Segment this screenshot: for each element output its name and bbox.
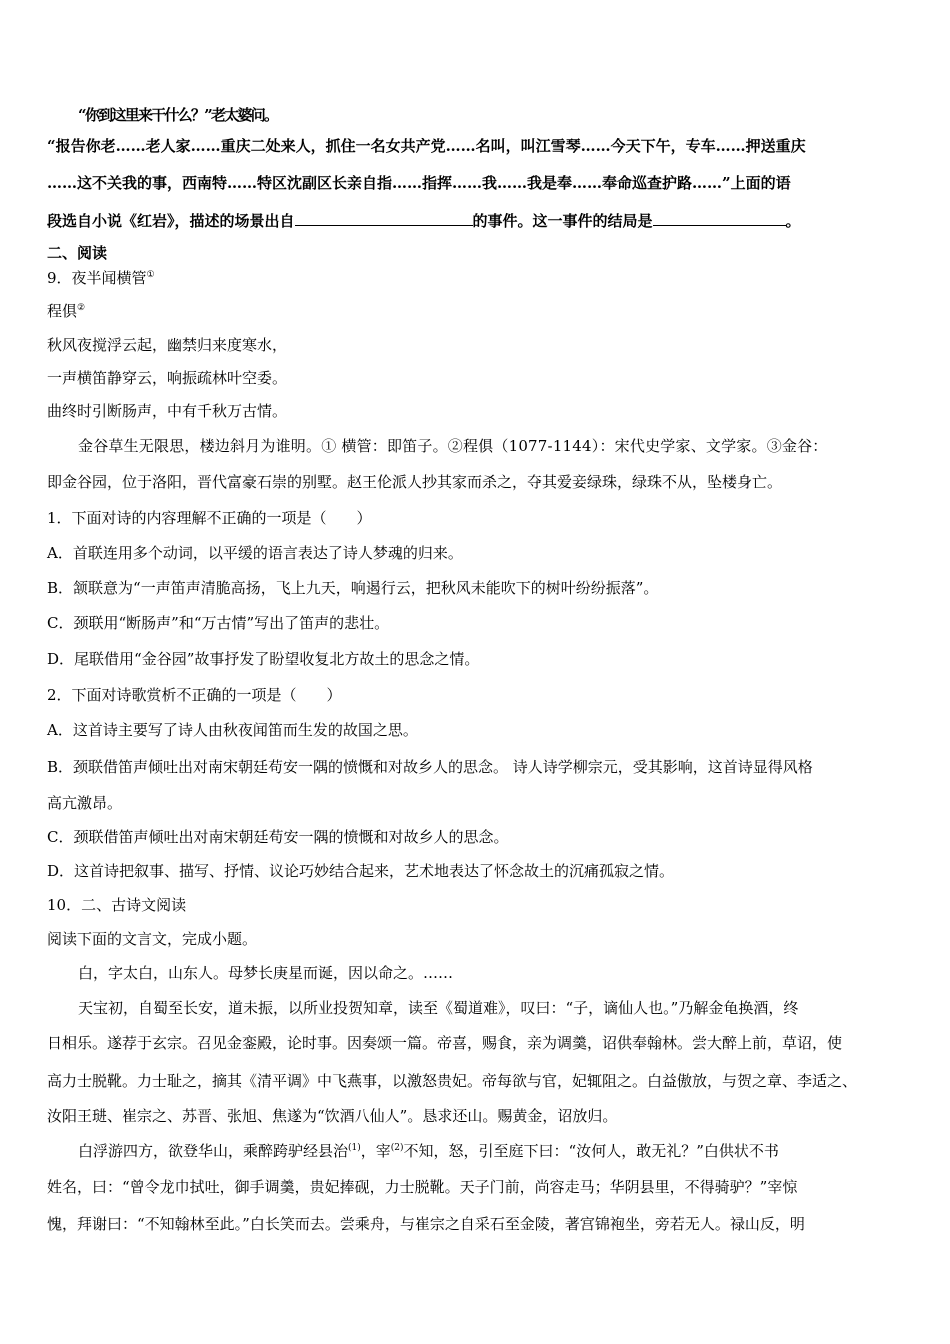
option-item-continuation: 高亢激昂。 (47, 794, 123, 812)
classical-paragraph-1: 白，字太白，山东人。母梦长庚星而诞，因以命之。…… (78, 964, 454, 982)
classical-paragraph-line: 姓名，曰：“曾令龙巾拭吐，御手调羹，贵妃捧砚，力士脱靴。天子门前，尚容走马；华阴县里，不得骑驴？”宰惊 (47, 1178, 798, 1196)
q9-author (47, 300, 907, 322)
option-item: D．尾联借用“金谷园”故事抒发了盼望收复北方故土的思念之情。 (47, 650, 480, 668)
classical-paragraph-line: 天宝初，自蜀至长安，道未振，以所业投贺知章，读至《蜀道难》，叹曰：“子，谪仙人也。”乃解金龟换酒，终 (78, 999, 799, 1017)
q10-title: 10．二、古诗文阅读 (47, 896, 187, 914)
option-item: A．这首诗主要写了诗人由秋夜闻笛而生发的故国之思。 (47, 721, 418, 739)
p3-text-c: 不知，怒，引至庭下曰：“汝何人，敢无礼？”白供状不书 (403, 1142, 779, 1160)
answer-blank-event[interactable] (295, 209, 473, 226)
footnote-mark-1: (1) (348, 1143, 361, 1153)
q9-title-text: 9．夜半闻横管 (47, 269, 147, 287)
classical-paragraph-line: 高力士脱靴。力士耻之，摘其《清平调》中飞燕事，以激怒贵妃。帝每欲与官，妃辄阻之。白益傲放，与贺之章、李适之、 (47, 1072, 858, 1090)
option-item: B．颔联意为“一声笛声清脆高扬，飞上九天，响遏行云，把秋风未能吹下的树叶纷纷振落”。 (47, 579, 659, 597)
option-item: C．颈联用“断肠声”和“万古情”写出了笛声的悲壮。 (47, 614, 390, 632)
section-heading: 二、阅读 (47, 244, 108, 262)
poem-last-line-and-notes: 金谷草生无限思，楼边斜月为谁明。① 横管：即笛子。②程俱（1077-1144）：宋代史学家、文学家。③金谷： (78, 437, 828, 455)
classical-paragraph-line: 愧，拜谢曰：“不知翰林至此。”白长笑而去。尝乘舟，与崔宗之自采石至金陵，著宫锦袍坐，旁若无人。禄山反，明 (47, 1215, 805, 1233)
passage8-line4-text-c: 。 (785, 212, 801, 230)
classical-paragraph-line: 日相乐。遂荐于玄宗。召见金銮殿，论时事。因奏颂一篇。帝喜，赐食，亲为调羹，诏供奉翰林。尝大醉上前，草诏，使 (47, 1034, 843, 1052)
option-item: B．颈联借笛声倾吐出对南宋朝廷苟安一隅的愤慨和对故乡人的思念。 诗人诗学柳宗元，受其影响，这首诗显得风格 (47, 758, 813, 776)
q9-title-footnote-mark: ① (146, 270, 155, 280)
passage8-line4-text-b: 的事件。这一事件的结局是 (472, 212, 653, 230)
poem-line: 一声横笛静穿云，响振疏林叶空委。 (47, 369, 288, 387)
poem-notes: 即金谷园，位于洛阳，晋代富豪石崇的别墅。赵王伦派人抄其家而杀之，夺其爱妾绿珠，绿珠不从，坠楼身亡。 (47, 473, 783, 491)
q9-title (47, 267, 907, 289)
q9-sub1-stem: 1．下面对诗的内容理解不正确的一项是（ ） (47, 509, 372, 527)
classical-paragraph-3-line1 (78, 1140, 907, 1162)
poem-line: 曲终时引断肠声，中有千秋万古情。 (47, 402, 288, 420)
option-item: D．这首诗把叙事、描写、抒情、议论巧妙结合起来，艺术地表达了怀念故土的沉痛孤寂之情。 (47, 862, 675, 880)
q10-instruction: 阅读下面的文言文，完成小题。 (47, 930, 258, 948)
passage8-line4 (47, 209, 907, 232)
passage8-line1: “你到这里来干什么？”老太婆问。 (78, 106, 278, 124)
passage8-line2: “报告你老……老人家……重庆二处来人，抓住一名女共产党……名叫，叫江雪琴……今天下午，专车……押送重庆 (47, 137, 806, 155)
answer-blank-outcome[interactable] (653, 209, 786, 226)
passage8-line4-text-a: 段选自小说《红岩》，描述的场景出自 (47, 212, 295, 230)
p3-text-a: 白浮游四方，欲登华山，乘醉跨驴经县治 (78, 1142, 349, 1160)
q9-author-footnote-mark: ② (77, 303, 86, 313)
footnote-mark-2: (2) (390, 1143, 404, 1153)
option-item: C．颈联借笛声倾吐出对南宋朝廷苟安一隅的愤慨和对故乡人的思念。 (47, 828, 509, 846)
p3-text-b: ，宰 (360, 1142, 391, 1160)
classical-paragraph-line: 汝阳王琎、崔宗之、苏晋、张旭、焦遂为“饮酒八仙人”。恳求还山。赐黄金，诏放归。 (47, 1107, 618, 1125)
q9-sub2-stem: 2．下面对诗歌赏析不正确的一项是（ ） (47, 686, 342, 704)
option-item: A．首联连用多个动词，以平缓的语言表达了诗人梦魂的归来。 (47, 544, 463, 562)
q9-author-text: 程俱 (47, 302, 78, 320)
passage8-line3: ……这不关我的事，西南特……特区沈副区长亲自指……指挥……我……我是奉……奉命巡查护路……”上面的语 (47, 174, 791, 192)
poem-line: 秋风夜搅浮云起，幽禁归来度寒水， (47, 336, 288, 354)
